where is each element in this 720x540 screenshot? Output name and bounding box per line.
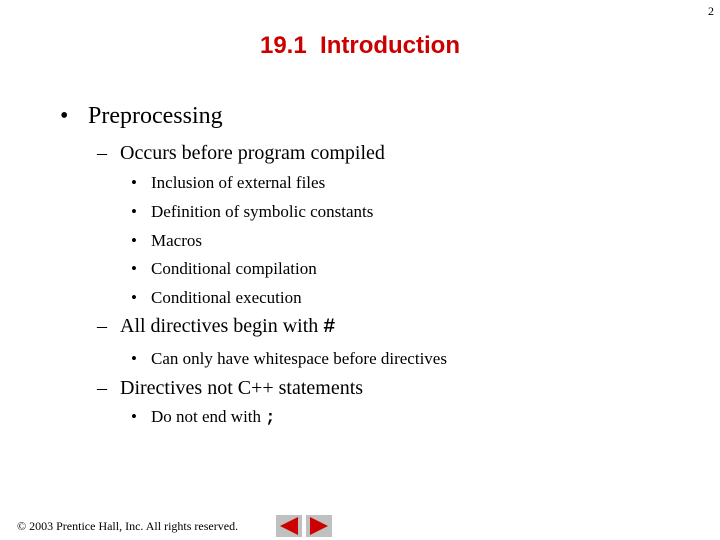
- bullet-marker: •: [131, 202, 137, 221]
- subbullet-not-cpp-statements: [97, 377, 363, 400]
- list-item: [131, 259, 317, 279]
- list-item: [131, 288, 302, 308]
- previous-slide-button[interactable]: [276, 515, 302, 537]
- copyright-symbol: ©: [17, 519, 27, 533]
- list-item: [131, 202, 373, 222]
- subbullet-text: Directives not C++ statements: [120, 377, 364, 399]
- copyright-text: 2003 Prentice Hall, Inc. All rights reserved.: [26, 519, 239, 533]
- list-item-text: Conditional compilation: [151, 259, 317, 278]
- list-item-text: Macros: [151, 231, 202, 250]
- list-item: [131, 349, 447, 369]
- code-hash: #: [323, 316, 336, 339]
- dash-marker: –: [97, 142, 107, 164]
- bullet-preprocessing: [60, 103, 223, 130]
- subbullet-occurs-before: [97, 142, 385, 165]
- dash-marker: –: [97, 315, 107, 337]
- left-arrow-icon: [276, 515, 302, 537]
- list-item-text: Can only have whitespace before directives: [151, 349, 447, 368]
- copyright-footer: [17, 519, 238, 534]
- list-item-text: Conditional execution: [151, 288, 302, 307]
- bullet-marker: •: [131, 288, 137, 307]
- bullet-marker: •: [60, 103, 69, 129]
- bullet-marker: •: [131, 173, 137, 192]
- page-number: 2: [708, 4, 714, 18]
- code-semicolon: ;: [265, 409, 276, 428]
- bullet-marker: •: [131, 259, 137, 278]
- bullet-marker: •: [131, 231, 137, 250]
- list-item-text: Do not end with: [151, 407, 266, 426]
- list-item-text: Inclusion of external files: [151, 173, 326, 192]
- list-item: [131, 173, 325, 193]
- next-slide-button[interactable]: [306, 515, 332, 537]
- slide-title: 19.1 Introduction: [259, 32, 460, 59]
- subbullet-directives-begin: [97, 315, 335, 339]
- subbullet-text: All directives begin with: [120, 315, 324, 337]
- subbullet-text: Occurs before program compiled: [120, 142, 385, 164]
- list-item-text: Definition of symbolic constants: [151, 202, 374, 221]
- list-item: [131, 231, 202, 251]
- right-arrow-icon: [306, 515, 332, 537]
- list-item: [131, 407, 275, 428]
- dash-marker: –: [97, 377, 107, 399]
- bullet-marker: •: [131, 349, 137, 368]
- bullet-text: Preprocessing: [88, 103, 223, 129]
- bullet-marker: •: [131, 407, 137, 426]
